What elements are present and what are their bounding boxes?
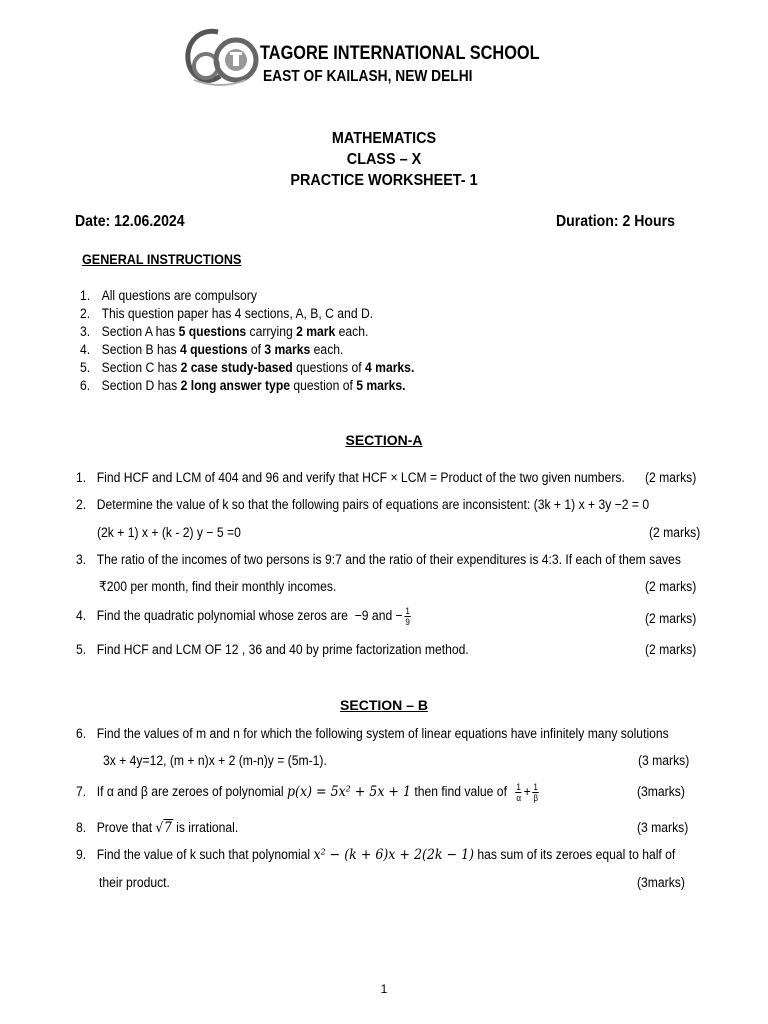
instruction-item: 2. This question paper has 4 sections, A, B, C and D. — [80, 306, 374, 321]
marks-1: (2 marks) — [645, 470, 697, 485]
section-a-title: SECTION-A — [345, 432, 423, 448]
question-9: 9. Find the value of k such that polynomial x² − (k + 6)x + 2(2k − 1) has sum of its zeroes equal to half of — [76, 847, 676, 863]
marks-9: (3marks) — [637, 875, 685, 890]
question-1: 1. Find HCF and LCM of 404 and 96 and verify that HCF × LCM = Product of the two given numbers. — [76, 470, 625, 485]
instructions-title: GENERAL INSTRUCTIONS — [82, 251, 242, 267]
question-2-cont: (2k + 1) x + (k - 2) y − 5 =0 — [97, 525, 241, 540]
question-6: 6. Find the values of m and n for which the following system of linear equations have infinitely many solutions — [76, 726, 669, 741]
marks-7: (3marks) — [637, 784, 685, 799]
class-title: CLASS – X — [346, 151, 422, 168]
marks-3: (2 marks) — [645, 579, 697, 594]
marks-6: (3 marks) — [638, 753, 690, 768]
instruction-item: 3. Section A has 5 questions carrying 2 mark each. — [80, 324, 369, 339]
page-number: 1 — [380, 982, 388, 996]
marks-4: (2 marks) — [645, 611, 697, 626]
instruction-item: 4. Section B has 4 questions of 3 marks each. — [80, 342, 344, 357]
section-b-title: SECTION – B — [340, 697, 428, 713]
marks-5: (2 marks) — [645, 642, 697, 657]
duration-label: Duration: 2 Hours — [556, 213, 675, 230]
marks-2: (2 marks) — [649, 525, 701, 540]
question-3-cont: ₹200 per month, find their monthly incomes. — [99, 579, 337, 594]
question-8: 8. Prove that √7 is irrational. — [76, 820, 239, 836]
subject-title: MATHEMATICS — [331, 130, 437, 147]
school-logo — [180, 24, 260, 94]
instruction-item: 6. Section D has 2 long answer type question of 5 marks. — [80, 378, 406, 393]
question-3: 3. The ratio of the incomes of two persons is 9:7 and the ratio of their expenditures is 4:3. If each of them saves — [76, 552, 681, 567]
school-name: TAGORE INTERNATIONAL SCHOOL — [260, 43, 540, 64]
question-2: 2. Determine the value of k so that the following pairs of equations are inconsistent: (3k + 1) x + 3y −2 = 0 — [76, 497, 650, 512]
question-9-cont: their product. — [99, 875, 170, 890]
instruction-item: 1. All questions are compulsory — [80, 288, 257, 303]
worksheet-title: PRACTICE WORKSHEET- 1 — [290, 172, 478, 189]
question-5: 5. Find HCF and LCM OF 12 , 36 and 40 by prime factorization method. — [76, 642, 469, 657]
question-7: 7. If α and β are zeroes of polynomial p(x) = 5x² + 5x + 1 then find value of $\frac{1}{\alpha}$ + $\frac{1}{\beta}$ — [76, 782, 539, 803]
instruction-item: 5. Section C has 2 case study-based questions of 4 marks. — [80, 360, 415, 375]
date-label: Date: 12.06.2024 — [75, 213, 185, 230]
question-4: 4. Find the quadratic polynomial whose zeros are −9 and − $\frac{1}{9}$ — [76, 606, 410, 627]
marks-8: (3 marks) — [637, 820, 689, 835]
school-location: EAST OF KAILASH, NEW DELHI — [263, 68, 473, 85]
question-6-cont: 3x + 4y=12, (m + n)x + 2 (m-n)y = (5m-1). — [103, 753, 327, 768]
